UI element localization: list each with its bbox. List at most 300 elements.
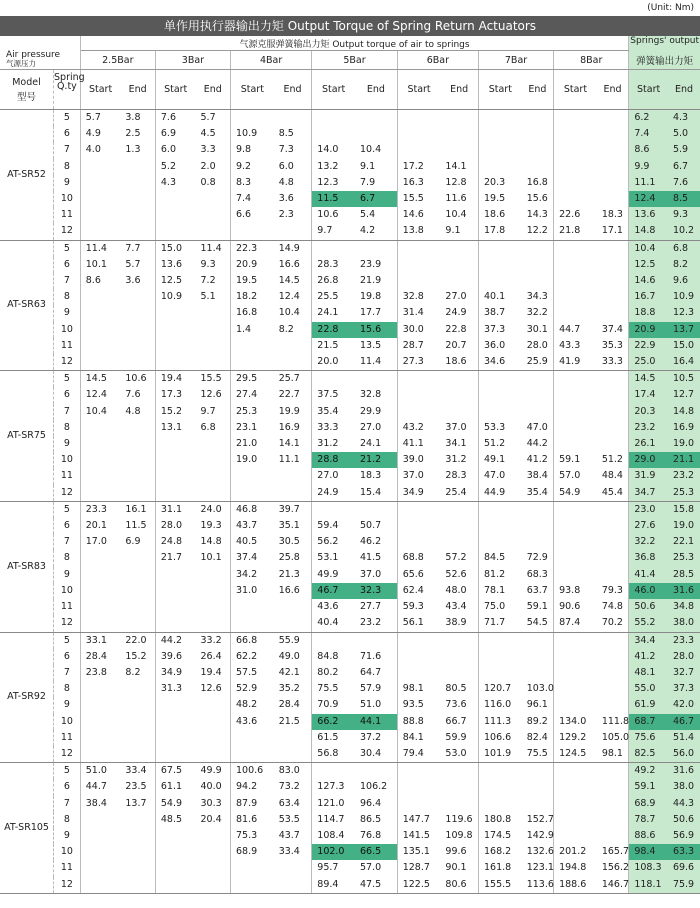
- end-torque-cell: 68.3: [522, 567, 554, 583]
- start-torque-cell: [397, 779, 440, 795]
- end-torque-cell: 16.1: [120, 501, 155, 518]
- start-torque-cell: 128.7: [402, 862, 430, 874]
- start-torque-cell: 19.5: [235, 275, 258, 287]
- end-torque-cell: 37.2: [355, 730, 397, 746]
- table-row: [0, 550, 700, 566]
- end-torque-cell: 35.1: [274, 518, 312, 534]
- start-torque-cell: 14.6: [402, 209, 424, 221]
- spring-end-cell: 14.8: [668, 404, 700, 420]
- start-torque-cell: 52.9: [235, 683, 258, 695]
- end-torque-cell: 12.6: [196, 681, 231, 697]
- end-torque-cell: 64.7: [355, 665, 397, 681]
- end-torque-cell: [597, 534, 629, 550]
- end-torque-cell: [597, 665, 629, 681]
- spring-qty-cell: 8: [54, 289, 81, 305]
- start-torque-cell: 94.2: [235, 781, 258, 793]
- start-torque-cell: 13.6: [160, 258, 183, 270]
- start-torque-cell: 89.4: [312, 877, 355, 894]
- end-torque-cell: [440, 387, 478, 403]
- end-torque-cell: 26.4: [196, 649, 231, 665]
- spring-end-cell: 12.7: [668, 387, 700, 403]
- end-torque-cell: 86.5: [355, 812, 397, 828]
- start-torque-cell: 20.3: [483, 176, 506, 188]
- end-torque-cell: 80.6: [440, 877, 478, 894]
- start-torque-cell: 23.1: [235, 421, 258, 433]
- start-torque-cell: [80, 338, 120, 354]
- start-torque-cell: 28.0: [160, 520, 183, 532]
- table-row: [0, 322, 700, 338]
- start-torque-cell: [155, 322, 195, 338]
- end-torque-cell: [274, 860, 312, 876]
- start-torque-cell: [397, 796, 440, 812]
- end-torque-cell: [597, 257, 629, 273]
- start-torque-cell: [155, 746, 195, 763]
- start-torque-cell: [478, 534, 521, 550]
- start-torque-cell: 34.6: [478, 354, 521, 371]
- end-torque-cell: 0.8: [196, 175, 231, 191]
- end-torque-cell: 19.8: [355, 289, 397, 305]
- start-torque-cell: 7.6: [160, 112, 176, 123]
- end-torque-cell: 37.0: [440, 420, 478, 436]
- end-torque-cell: [522, 501, 554, 518]
- start-torque-cell: 102.0: [312, 844, 355, 860]
- spring-qty-cell: 6: [54, 649, 81, 665]
- start-torque-cell: 81.2: [483, 568, 506, 580]
- start-torque-cell: [554, 812, 597, 828]
- end-torque-cell: 33.4: [274, 844, 312, 860]
- start-torque-cell: 27.0: [317, 470, 339, 482]
- start-torque-cell: [554, 534, 597, 550]
- spring-start-cell: 108.3: [629, 860, 668, 876]
- start-header: Start: [629, 70, 668, 110]
- end-torque-cell: [440, 371, 478, 388]
- start-torque-cell: [155, 468, 195, 484]
- start-torque-cell: 8.3: [235, 176, 252, 188]
- spring-qty-cell: 10: [54, 844, 81, 860]
- spring-qty-cell: 7: [54, 142, 81, 158]
- end-torque-cell: 4.8: [120, 404, 155, 420]
- end-torque-cell: [440, 632, 478, 649]
- start-torque-cell: [397, 126, 440, 142]
- model-cell: AT-SR83: [0, 501, 54, 632]
- end-torque-cell: [196, 599, 231, 615]
- end-torque-cell: 79.3: [597, 583, 629, 599]
- spring-start-cell: 14.6: [629, 273, 668, 289]
- end-torque-cell: 12.6: [196, 387, 231, 403]
- spring-start-cell: 31.9: [629, 468, 668, 484]
- spring-end-cell: 42.0: [668, 697, 700, 713]
- spring-qty-cell: 8: [54, 550, 81, 566]
- start-torque-cell: 37.5: [317, 389, 339, 401]
- end-torque-cell: 18.6: [440, 354, 478, 371]
- start-torque-cell: [80, 289, 120, 305]
- end-torque-cell: 29.9: [355, 404, 397, 420]
- end-torque-cell: 18.3: [355, 468, 397, 484]
- end-torque-cell: [120, 322, 155, 338]
- end-torque-cell: 2.0: [196, 159, 231, 175]
- end-torque-cell: 10.4: [274, 305, 312, 321]
- start-torque-cell: [155, 730, 195, 746]
- start-torque-cell: 48.5: [160, 813, 183, 825]
- end-torque-cell: 19.3: [196, 518, 231, 534]
- table-row: [0, 844, 700, 860]
- start-torque-cell: [312, 632, 355, 649]
- end-header: End: [597, 70, 629, 110]
- end-torque-cell: [597, 159, 629, 175]
- spring-qty-cell: 12: [54, 354, 81, 371]
- start-torque-cell: [80, 175, 120, 191]
- start-torque-cell: [397, 142, 440, 158]
- start-torque-cell: 12.4: [85, 389, 107, 401]
- table-row: [0, 354, 700, 371]
- start-torque-cell: [554, 632, 597, 649]
- start-torque-cell: [80, 681, 120, 697]
- start-torque-cell: [230, 485, 273, 502]
- spring-start-cell: 13.6: [629, 207, 668, 223]
- table-row: [0, 812, 700, 828]
- end-torque-cell: 6.0: [274, 159, 312, 175]
- end-torque-cell: 19.4: [196, 665, 231, 681]
- end-torque-cell: 49.0: [274, 649, 312, 665]
- start-torque-cell: [554, 126, 597, 142]
- end-torque-cell: 14.3: [522, 207, 554, 223]
- start-torque-cell: 41.1: [402, 438, 424, 450]
- start-torque-cell: 22.3: [235, 242, 258, 254]
- start-torque-cell: 75.3: [235, 829, 258, 841]
- spring-end-cell: 69.6: [668, 860, 700, 876]
- end-torque-cell: 47.5: [355, 877, 397, 894]
- spring-qty-cell: 8: [54, 159, 81, 175]
- end-torque-cell: 4.5: [196, 126, 231, 142]
- end-torque-cell: 22.0: [120, 632, 155, 649]
- start-torque-cell: 39.6: [160, 650, 183, 662]
- end-torque-cell: 28.4: [274, 697, 312, 713]
- end-torque-cell: [120, 567, 155, 583]
- end-torque-cell: 6.8: [196, 420, 231, 436]
- start-torque-cell: 106.6: [483, 731, 512, 743]
- start-torque-cell: [230, 615, 273, 632]
- spring-qty-cell: 7: [54, 796, 81, 812]
- start-torque-cell: 49.9: [317, 568, 339, 580]
- start-torque-cell: [80, 697, 120, 713]
- end-torque-cell: 3.8: [120, 110, 155, 127]
- end-torque-cell: [597, 126, 629, 142]
- end-torque-cell: [196, 567, 231, 583]
- start-header: Start: [240, 84, 264, 95]
- model-cn: 型号: [17, 91, 37, 103]
- table-row: [0, 305, 700, 321]
- end-torque-cell: 14.9: [274, 240, 312, 257]
- end-torque-cell: 47.0: [522, 420, 554, 436]
- end-torque-cell: 25.4: [440, 485, 478, 502]
- end-torque-cell: 75.5: [522, 746, 554, 763]
- end-torque-cell: [440, 404, 478, 420]
- air-header: 气源克服弹簧输出力矩 Output torque of air to springs: [80, 36, 629, 51]
- end-torque-cell: [597, 420, 629, 436]
- end-torque-cell: 63.4: [274, 796, 312, 812]
- end-torque-cell: 53.5: [274, 812, 312, 828]
- pressure-header: 6Bar: [397, 51, 478, 70]
- table-row: [0, 567, 700, 583]
- spring-end-cell: 28.0: [668, 649, 700, 665]
- spring-start-cell: 22.9: [629, 338, 668, 354]
- end-torque-cell: 5.7: [120, 257, 155, 273]
- spring-start-cell: 6.2: [629, 110, 668, 127]
- spring-end-cell: 12.3: [668, 305, 700, 321]
- end-torque-cell: 23.5: [120, 779, 155, 795]
- start-torque-cell: 4.9: [85, 128, 101, 140]
- end-torque-cell: 11.1: [274, 452, 312, 468]
- start-torque-cell: [554, 387, 597, 403]
- end-torque-cell: 30.5: [274, 534, 312, 550]
- end-torque-cell: [440, 501, 478, 518]
- spring-start-cell: 7.4: [629, 126, 668, 142]
- end-header: End: [440, 70, 478, 110]
- table-row: [0, 615, 700, 632]
- start-torque-cell: [478, 763, 521, 780]
- start-torque-cell: [554, 175, 597, 191]
- spring-start-cell: 68.9: [629, 796, 668, 812]
- start-torque-cell: 24.9: [312, 485, 355, 502]
- start-torque-cell: [478, 796, 521, 812]
- end-torque-cell: 32.2: [522, 305, 554, 321]
- end-torque-cell: 72.9: [522, 550, 554, 566]
- start-torque-cell: 155.5: [478, 877, 521, 894]
- end-torque-cell: 38.4: [522, 468, 554, 484]
- spring-qty-cell: 9: [54, 567, 81, 583]
- start-torque-cell: [80, 305, 120, 321]
- start-torque-cell: 141.5: [402, 829, 430, 841]
- table-row: [0, 404, 700, 420]
- start-torque-cell: [80, 207, 120, 223]
- spring-end-cell: 50.6: [668, 812, 700, 828]
- end-torque-cell: 27.0: [440, 289, 478, 305]
- end-torque-cell: 21.9: [355, 273, 397, 289]
- end-torque-cell: [440, 240, 478, 257]
- spring-end-cell: 38.0: [668, 615, 700, 632]
- end-torque-cell: 12.4: [274, 289, 312, 305]
- start-torque-cell: 10.1: [85, 258, 107, 270]
- start-torque-cell: 14.0: [317, 144, 339, 156]
- start-torque-cell: 25.3: [235, 405, 258, 417]
- end-torque-cell: [522, 665, 554, 681]
- start-torque-cell: [80, 159, 120, 175]
- end-torque-cell: [522, 142, 554, 158]
- end-torque-cell: 66.5: [355, 844, 397, 860]
- start-torque-cell: [478, 371, 521, 388]
- spring-qty-cell: 10: [54, 452, 81, 468]
- table-row: [0, 665, 700, 681]
- spring-start-cell: 82.5: [629, 746, 668, 763]
- end-torque-cell: [196, 828, 231, 844]
- model-cell: AT-SR92: [0, 632, 54, 763]
- start-torque-cell: 15.0: [160, 242, 183, 254]
- end-torque-cell: [597, 404, 629, 420]
- spring-qty-cell: 7: [54, 404, 81, 420]
- start-torque-cell: [312, 501, 355, 518]
- start-torque-cell: [554, 436, 597, 452]
- end-torque-cell: [522, 257, 554, 273]
- start-torque-cell: [230, 599, 273, 615]
- start-torque-cell: 124.5: [554, 746, 597, 763]
- end-torque-cell: [274, 110, 312, 127]
- spring-end-cell: 38.0: [668, 779, 700, 795]
- start-torque-cell: [397, 763, 440, 780]
- spring-start-cell: 23.2: [629, 420, 668, 436]
- end-torque-cell: 7.7: [120, 240, 155, 257]
- start-torque-cell: 17.8: [478, 223, 521, 240]
- end-torque-cell: 25.7: [274, 371, 312, 388]
- spring-end-cell: 25.3: [668, 485, 700, 502]
- end-header: End: [668, 70, 700, 110]
- end-torque-cell: [522, 240, 554, 257]
- start-torque-cell: 48.2: [235, 699, 258, 711]
- start-torque-cell: 47.0: [483, 470, 506, 482]
- end-torque-cell: 18.3: [597, 207, 629, 223]
- end-torque-cell: 15.2: [120, 649, 155, 665]
- table-row: [0, 371, 700, 388]
- table-row: [0, 257, 700, 273]
- end-torque-cell: [196, 730, 231, 746]
- spring-qty-cell: 8: [54, 420, 81, 436]
- spring-qty-cell: 5: [54, 240, 81, 257]
- table-row: [0, 240, 700, 257]
- end-torque-cell: [120, 615, 155, 632]
- spring-qty-cell: 7: [54, 665, 81, 681]
- end-torque-cell: 17.1: [597, 223, 629, 240]
- start-torque-cell: 61.5: [317, 731, 339, 743]
- start-torque-cell: 111.3: [483, 715, 512, 727]
- end-torque-cell: 7.3: [274, 142, 312, 158]
- end-torque-cell: 83.0: [274, 763, 312, 780]
- spring-qty-label: [54, 70, 85, 110]
- end-torque-cell: 23.2: [355, 615, 397, 632]
- end-torque-cell: 71.6: [355, 649, 397, 665]
- spring-start-cell: 14.8: [629, 223, 668, 240]
- end-torque-cell: [120, 681, 155, 697]
- end-torque-cell: 35.3: [597, 338, 629, 354]
- table-row: [0, 714, 700, 730]
- start-torque-cell: [80, 485, 120, 502]
- end-torque-cell: 32.8: [355, 387, 397, 403]
- start-torque-cell: 19.5: [483, 193, 506, 205]
- start-torque-cell: [230, 877, 273, 894]
- start-torque-cell: 27.3: [397, 354, 440, 371]
- spring-end-cell: 32.7: [668, 665, 700, 681]
- start-torque-cell: [397, 649, 440, 665]
- start-torque-cell: 6.9: [160, 128, 176, 140]
- start-torque-cell: 19.0: [235, 454, 258, 466]
- end-torque-cell: [597, 191, 629, 207]
- end-torque-cell: [440, 110, 478, 127]
- start-torque-cell: 57.0: [559, 470, 581, 482]
- pressure-header: 4Bar: [230, 51, 311, 70]
- start-torque-cell: 21.8: [554, 223, 597, 240]
- end-torque-cell: 5.4: [355, 207, 397, 223]
- spring-end-cell: 15.0: [668, 338, 700, 354]
- start-torque-cell: [80, 191, 120, 207]
- end-torque-cell: 20.4: [196, 812, 231, 828]
- end-torque-cell: 48.0: [440, 583, 478, 599]
- end-torque-cell: 33.3: [597, 354, 629, 371]
- end-torque-cell: [274, 615, 312, 632]
- spring-start-cell: 9.9: [629, 159, 668, 175]
- start-header: Start: [88, 84, 113, 95]
- start-torque-cell: 28.3: [317, 258, 339, 270]
- spring-header-cn: 弹簧输出力矩: [629, 51, 700, 70]
- end-torque-cell: [597, 371, 629, 388]
- start-torque-cell: 22.6: [559, 209, 581, 221]
- end-torque-cell: [196, 697, 231, 713]
- start-torque-cell: 35.4: [317, 405, 339, 417]
- start-torque-cell: [554, 779, 597, 795]
- end-torque-cell: 41.2: [522, 452, 554, 468]
- start-torque-cell: 20.9: [235, 258, 258, 270]
- end-torque-cell: 55.9: [274, 632, 312, 649]
- start-torque-cell: [230, 110, 273, 127]
- start-torque-cell: [478, 273, 521, 289]
- start-torque-cell: 87.9: [235, 797, 258, 809]
- spring-qty-cell: 9: [54, 697, 81, 713]
- start-torque-cell: 43.3: [559, 339, 581, 351]
- start-torque-cell: 37.0: [402, 470, 424, 482]
- start-torque-cell: [554, 567, 597, 583]
- end-torque-cell: 16.8: [522, 175, 554, 191]
- end-torque-cell: 32.3: [355, 583, 397, 599]
- end-torque-cell: [355, 110, 397, 127]
- end-torque-cell: 73.2: [274, 779, 312, 795]
- end-torque-cell: [440, 763, 478, 780]
- end-torque-cell: 25.9: [522, 354, 554, 371]
- end-torque-cell: [355, 501, 397, 518]
- end-torque-cell: [274, 877, 312, 894]
- start-torque-cell: 59.4: [317, 520, 339, 532]
- table-row: [0, 518, 700, 534]
- end-torque-cell: 24.1: [355, 436, 397, 452]
- end-torque-cell: 51.0: [355, 697, 397, 713]
- start-torque-cell: 12.5: [160, 275, 183, 287]
- spring-start-cell: 41.4: [629, 567, 668, 583]
- end-torque-cell: [196, 207, 231, 223]
- start-torque-cell: [155, 354, 195, 371]
- start-torque-cell: [554, 257, 597, 273]
- model-cell: AT-SR105: [0, 763, 54, 894]
- start-torque-cell: 81.6: [235, 813, 258, 825]
- spring-qty-cell: 7: [54, 534, 81, 550]
- start-torque-cell: 129.2: [559, 731, 587, 743]
- end-torque-cell: 15.4: [355, 485, 397, 502]
- end-torque-cell: 16.6: [274, 583, 312, 599]
- spring-start-cell: 8.6: [629, 142, 668, 158]
- end-torque-cell: 45.4: [597, 485, 629, 502]
- end-torque-cell: [196, 468, 231, 484]
- spring-end-cell: 15.8: [668, 501, 700, 518]
- start-torque-cell: 24.8: [160, 536, 183, 548]
- spring-qty-cell: 12: [54, 877, 81, 894]
- spring-qty-cell: 5: [54, 371, 81, 388]
- end-torque-cell: 4.8: [274, 175, 312, 191]
- start-torque-cell: [397, 110, 440, 127]
- end-torque-cell: [274, 354, 312, 371]
- start-torque-cell: [397, 257, 440, 273]
- start-torque-cell: 33.1: [85, 634, 107, 646]
- table-row: [0, 110, 700, 127]
- end-torque-cell: [440, 257, 478, 273]
- end-torque-cell: 12.8: [440, 175, 478, 191]
- spring-start-cell: 50.6: [629, 599, 668, 615]
- spring-qty-cell: 5: [54, 632, 81, 649]
- start-torque-cell: 6.0: [160, 144, 176, 156]
